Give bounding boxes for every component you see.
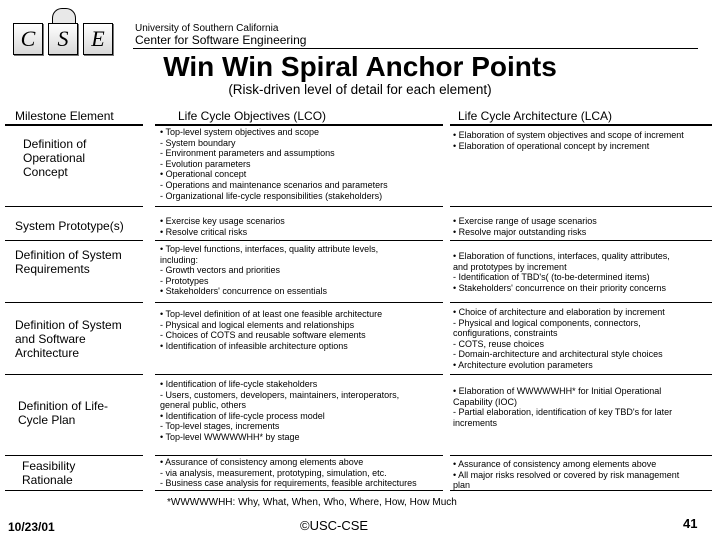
logo-letter-e: E xyxy=(83,23,113,55)
university-name: University of Southern California xyxy=(135,23,279,34)
page-number: 41 xyxy=(683,516,698,531)
row-rule-lca xyxy=(450,302,712,303)
row-rule-lco xyxy=(155,490,443,491)
row-rule-lco xyxy=(155,240,443,241)
row-lco-life-cycle-plan: • Identification of life-cycle stakeholders - Users, customers, developers, maintainers, interoperators, general public, others • Identification of life-cycle process model - Top-level stages, increments • Top-level WWWWWHH* by stage xyxy=(160,379,400,442)
row-rule-element xyxy=(5,302,143,303)
row-lco-system-requirements: • Top-level functions, interfaces, quality attribute levels, including: - Growth vectors and priorities - Prototypes • Stakeholders' concurrence on essentials xyxy=(160,244,379,297)
row-element-system-prototypes: System Prototype(s) xyxy=(15,219,124,233)
header-rule-element xyxy=(5,124,143,126)
logo-letter-c: C xyxy=(13,23,43,55)
row-lca-system-requirements: • Elaboration of functions, interfaces, quality attributes, and prototypes by increment - Identification of TBD's( (to-be-determined items) • Stakeholders' concurrence on their priority concerns xyxy=(453,251,670,293)
header-rule-lca xyxy=(450,124,712,126)
column-header-lca: Life Cycle Architecture (LCA) xyxy=(458,109,613,123)
row-lca-system-prototypes: • Exercise range of usage scenarios • Resolve major outstanding risks xyxy=(453,216,597,237)
column-header-element: Milestone Element xyxy=(15,109,114,123)
footnote: *WWWWWHH: Why, What, When, Who, Where, How, How Much xyxy=(167,497,457,508)
university-crest-icon xyxy=(52,8,76,23)
row-rule-lco xyxy=(155,302,443,303)
logo-letter-s: S xyxy=(48,23,78,55)
row-element-system-requirements: Definition of System Requirements xyxy=(15,248,122,276)
row-rule-lca xyxy=(450,374,712,375)
row-rule-element xyxy=(5,455,143,456)
row-lca-operational-concept: • Elaboration of system objectives and scope of increment • Elaboration of operational concept by increment xyxy=(453,130,684,151)
row-element-life-cycle-plan: Definition of Life- Cycle Plan xyxy=(18,399,109,427)
header-rule-lco xyxy=(155,124,443,126)
header-rule xyxy=(133,48,698,49)
footer-date: 10/23/01 xyxy=(8,520,55,534)
row-lca-feasibility-rationale: • Assurance of consistency among elements above • All major risks resolved or covered by risk management plan xyxy=(453,459,680,491)
row-rule-lca xyxy=(450,240,712,241)
row-rule-lca xyxy=(450,455,712,456)
row-lca-architecture: • Choice of architecture and elaboration by increment - Physical and logical components, connectors, configurations, constraints - COTS, reuse choices - Domain-architecture and architectural style choices • Architecture evolution parameters xyxy=(453,307,665,370)
row-element-feasibility-rationale: Feasibility Rationale xyxy=(22,459,76,487)
column-header-lco: Life Cycle Objectives (LCO) xyxy=(178,109,327,123)
row-lca-life-cycle-plan: • Elaboration of WWWWWHH* for Initial Operational Capability (IOC) - Partial elaboration, identification of key TBD's for later increments xyxy=(453,386,673,428)
row-rule-element xyxy=(5,206,143,207)
row-rule-lca xyxy=(450,206,712,207)
footer-copyright: ©USC-CSE xyxy=(300,518,369,533)
row-rule-lco xyxy=(155,206,443,207)
center-name: Center for Software Engineering xyxy=(135,33,307,47)
row-rule-element xyxy=(5,374,143,375)
row-rule-lco xyxy=(155,455,443,456)
row-lco-system-prototypes: • Exercise key usage scenarios • Resolve critical risks xyxy=(160,216,285,237)
row-element-architecture: Definition of System and Software Architecture xyxy=(15,318,122,360)
row-rule-element xyxy=(5,490,143,491)
row-element-operational-concept: Definition of Operational Concept xyxy=(23,137,87,179)
slide-title: Win Win Spiral Anchor Points xyxy=(163,51,557,82)
row-lco-feasibility-rationale: • Assurance of consistency among elements above - via analysis, measurement, prototyping, simulation, etc. - Business case analysis for requirements, feasible architectures xyxy=(160,457,417,489)
row-rule-lca xyxy=(450,490,712,491)
row-lco-architecture: • Top-level definition of at least one feasible architecture - Physical and logical elements and relationships - Choices of COTS and reusable software elements • Identification of infeasible architecture options xyxy=(160,309,383,351)
row-rule-element xyxy=(5,240,143,241)
row-lco-operational-concept: • Top-level system objectives and scope - System boundary - Environment parameters and assumptions - Evolution parameters • Operational concept - Operations and maintenance scenarios and parameters - Organizational life-cycle responsibilities (stakeholders) xyxy=(160,127,388,201)
row-rule-lco xyxy=(155,374,443,375)
slide-subtitle: (Risk-driven level of detail for each element) xyxy=(228,82,492,97)
